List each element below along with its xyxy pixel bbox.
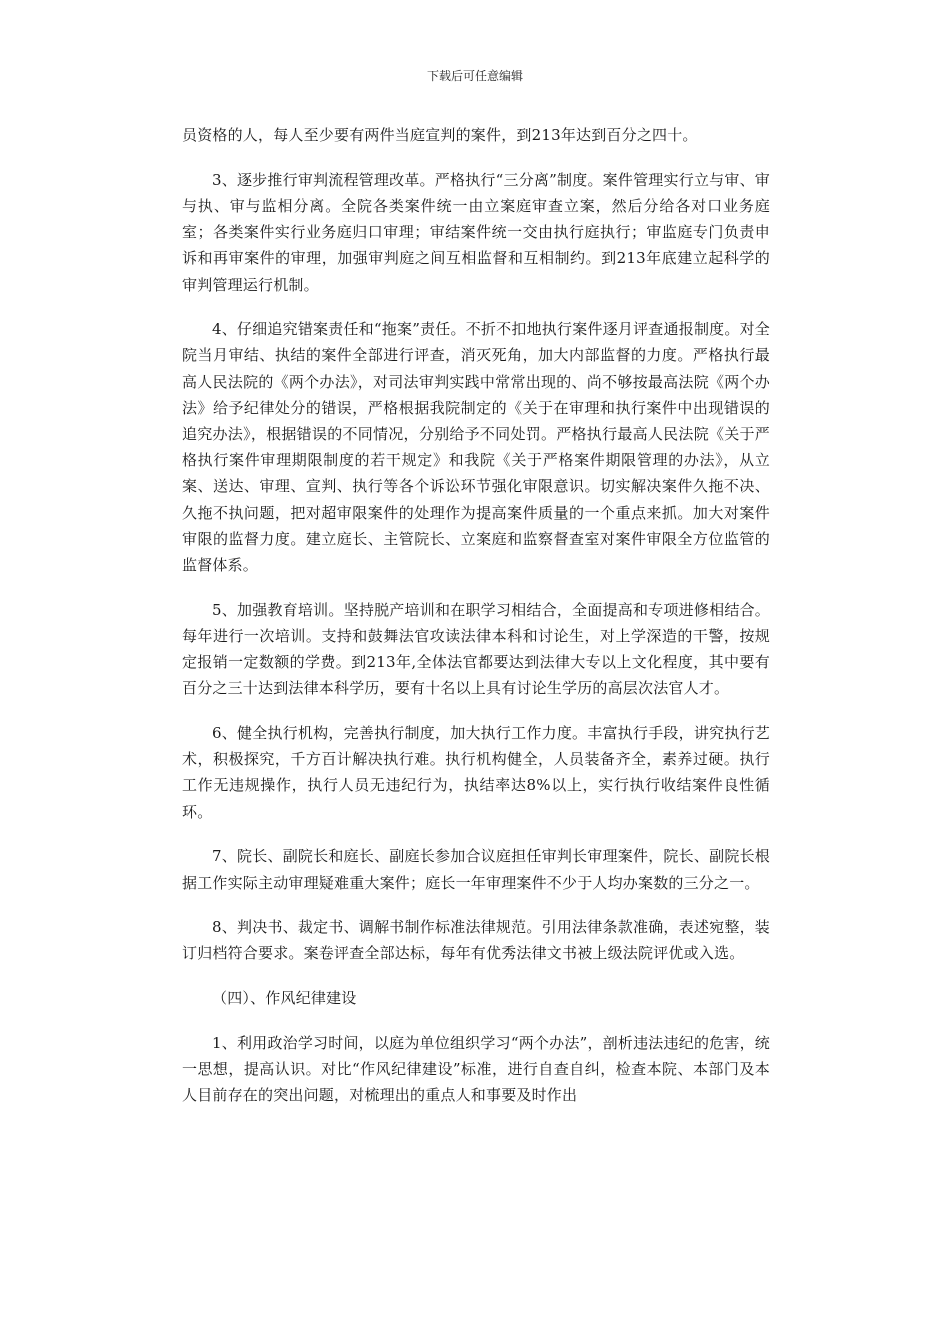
paragraph-item-6: 6、健全执行机构，完善执行制度，加大执行工作力度。丰富执行手段，讲究执行艺术，积极探究，千方百计解决执行难。执行机构健全，人员装备齐全，素养过硬。执行工作无违规操作，执行人员无违纪行为，执结率达8%以上，实行执行收结案件良性循环。 bbox=[182, 724, 770, 821]
document-body bbox=[182, 122, 770, 1127]
paragraph-section-item-1: 1、利用政治学习时间，以庭为单位组织学习“两个办法”，剖析违法违纪的危害，统一思想，提高认识。对比“作风纪律建设”标准，进行自查自纠，检查本院、本部门及本人目前存在的突出问题，对梳理出的重点人和事要及时作出 bbox=[182, 1033, 770, 1105]
paragraph-item-8: 8、判决书、裁定书、调解书制作标准法律规范。引用法律条款准确，表述宛整，装订归档符合要求。案卷评查全部达标，每年有优秀法律文书被上级法院评优或入选。 bbox=[182, 918, 770, 963]
paragraph-item-5: 5、加强教育培训。坚持脱产培训和在职学习相结合，全面提高和专项进修相结合。每年进行一次培训。支持和鼓舞法官攻读法律本科和讨论生，对上学深造的干警，按规定报销一定数额的学费。到213年,全体法官都要达到法律大专以上文化程度，其中要有百分之三十达到法律本科学历，要有十名以上具有讨论生学历的高层次法官人才。 bbox=[182, 600, 770, 698]
paragraph-item-3: 3、逐步推行审判流程管理改革。严格执行“三分离”制度。案件管理实行立与审、审与执、审与监相分离。全院各类案件统一由立案庭审查立案，然后分给各对口业务庭室；各类案件实行业务庭归口审理；审结案件统一交由执行庭执行；审监庭专门负责申诉和再审案件的审理，加强审判庭之间互相监督和互相制约。到213年底建立起科学的审判管理运行机制。 bbox=[182, 170, 770, 294]
section-heading: （四）、作风纪律建设 bbox=[212, 989, 357, 1008]
page-header: 下载后可任意编辑 bbox=[426, 69, 523, 83]
paragraph-item-4: 4、仔细追究错案责任和“拖案”责任。不折不扣地执行案件逐月评查通报制度。对全院当月审结、执结的案件全部进行评查，消灭死角，加大内部监督的力度。严格执行最高人民法院的《两个办法》，对司法审判实践中常常出现的、尚不够按最高法院《两个办法》给予纪律处分的错误，严格根据我院制定的《关于在审理和执行案件中出现错误的追究办法》，根据错误的不同情况，分别给予不同处罚。严格执行最高人民法院《关于严格执行案件审理期限制度的若干规定》和我院《关于严格案件期限管理的办法》，从立案、送达、审理、宣判、执行等各个诉讼环节强化审限意识。切实解决案件久拖不决、久拖不执问题，把对超审限案件的处理作为提高案件质量的一个重点来抓。加大对案件审限的监督力度。建立庭长、主管院长、立案庭和监察督查室对案件审限全方位监管的监督体系。 bbox=[182, 320, 770, 575]
paragraph-item-7: 7、院长、副院长和庭长、副庭长参加合议庭担任审判长审理案件，院长、副院长根据工作实际主动审理疑难重大案件；庭长一年审理案件不少于人均办案数的三分之一。 bbox=[182, 847, 770, 892]
paragraph-continuation: 员资格的人，每人至少要有两件当庭宣判的案件，到213年达到百分之四十。 bbox=[182, 126, 698, 144]
